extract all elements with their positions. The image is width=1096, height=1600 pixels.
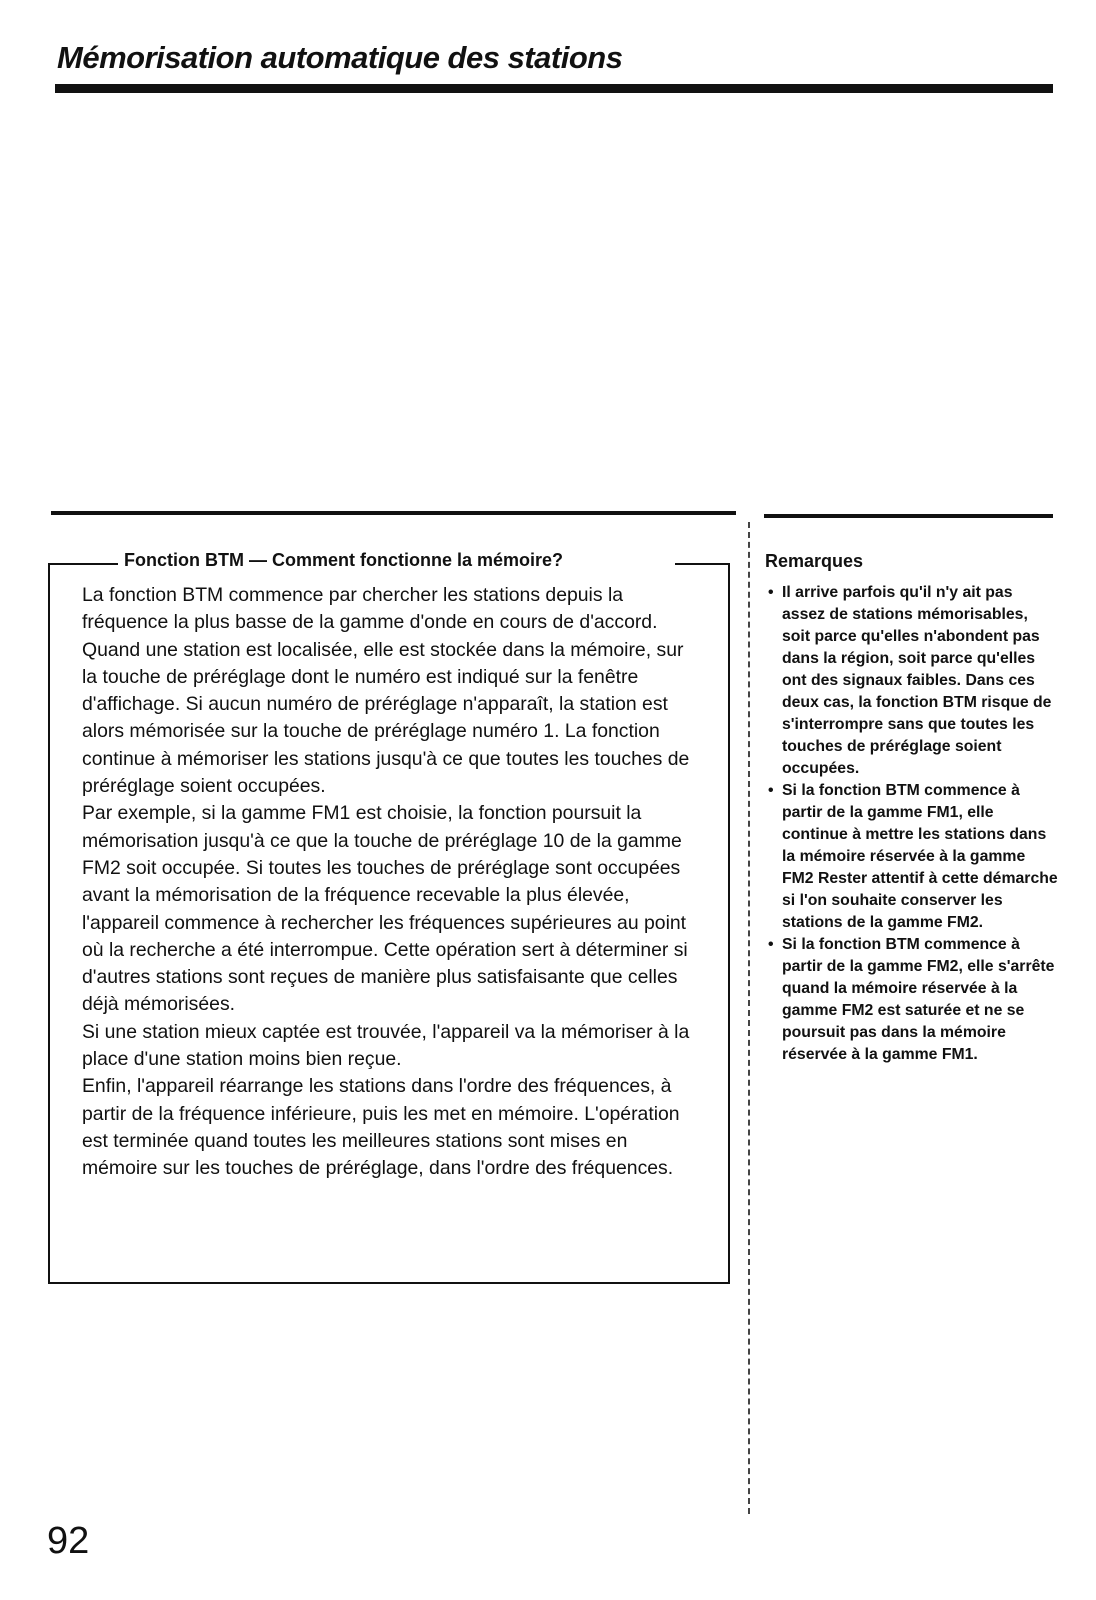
- remark-item: [768, 934, 1058, 1066]
- page-title: Mémorisation automatique des stations: [57, 40, 623, 75]
- box-top-border-right: [675, 563, 730, 565]
- left-column-rule: [51, 511, 736, 515]
- remarks-heading: Remarques: [765, 551, 864, 571]
- btm-paragraph: La fonction BTM commence par chercher les stations depuis la fréquence la plus basse de la gamme d'onde en cours de d'accord. Quand une station est localisée, elle est stockée dans la mémoire, sur la touche de préréglage dont le numéro est indiqué sur la fenêtre d'affichage. Si aucun numéro de préréglage n'apparaît, la station est alors mémorisée sur la touche de préréglage numéro 1. La fonction continue à mémoriser les stations jusqu'à ce que toutes les touches de préréglage soient occupées.: [82, 584, 690, 798]
- remark-text: Si la fonction BTM commence à partir de la gamme FM1, elle continue à mettre les stations dans la mémoire réservée à la gamme FM2 Rester attentif à cette démarche si l'on souhaite conserver les stations de la gamme FM2.: [782, 782, 1058, 931]
- bullet-icon: •: [768, 584, 774, 601]
- bullet-icon: •: [768, 782, 774, 799]
- remark-text: Il arrive parfois qu'il n'y ait pas assez de stations mémorisables, soit parce qu'elles n'abondent pas dans la région, soit parce qu'elles ont des signaux faibles. Dans ces deux cas, la fonction BTM risque de s'interrompre sans que toutes les touches de préréglage soient occupées.: [782, 584, 1052, 777]
- page-number: 92: [47, 1520, 90, 1562]
- btm-paragraph: Enfin, l'appareil réarrange les stations dans l'ordre des fréquences, à partir de la fréquence inférieure, puis les met en mémoire. L'opération est terminée quand toutes les meilleures stations sont mises en mémoire sur les touches de préréglage, dans l'ordre des fréquences.: [82, 1075, 680, 1180]
- remark-text: Si la fonction BTM commence à partir de la gamme FM2, elle s'arrête quand la mémoire réservée à la gamme FM2 est saturée et ne se poursuit pas dans la mémoire réservée à la gamme FM1.: [782, 936, 1055, 1063]
- bullet-icon: •: [768, 936, 774, 953]
- right-column-rule: [764, 514, 1053, 518]
- btm-box-heading: Fonction BTM — Comment fonctionne la mémoire?: [124, 550, 564, 570]
- btm-paragraph: Par exemple, si la gamme FM1 est choisie, la fonction poursuit la mémorisation jusqu'à ce que la touche de préréglage 10 de la gamme FM2 soit occupée. Si toutes les touches de préréglage sont occupées avant la mémorisation de la fréquence recevable la plus élevée, l'appareil commence à rechercher les fréquences supérieures au point où la recherche a été interrompue. Cette opération sert à déterminer si d'autres stations sont reçues de manière plus satisfaisante que celles déjà mémorisées.: [82, 802, 688, 1016]
- btm-box-body: [82, 582, 702, 1183]
- remarks-list: [768, 582, 1058, 1066]
- remark-item: [768, 582, 1058, 780]
- box-top-border-left: [48, 563, 118, 565]
- column-separator: [748, 522, 750, 1514]
- btm-paragraph: Si une station mieux captée est trouvée, l'appareil va la mémoriser à la place d'une station moins bien reçue.: [82, 1020, 690, 1071]
- remark-item: [768, 780, 1058, 934]
- title-rule: [55, 84, 1053, 93]
